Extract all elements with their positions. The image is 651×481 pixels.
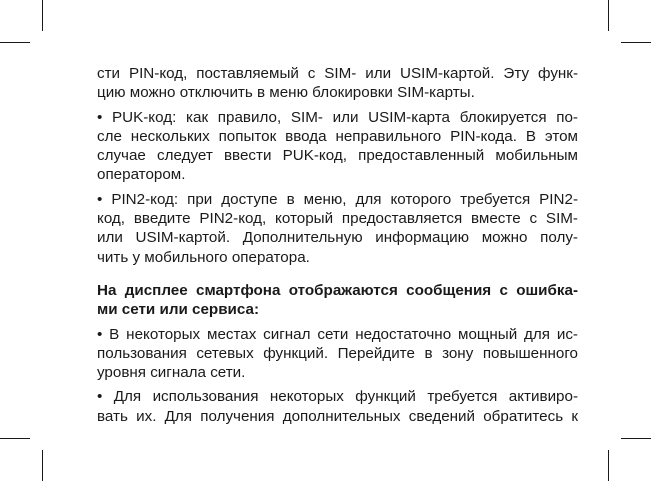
- text-line: • В некоторых местах сигнал сети недостаточно мощный для ис-: [97, 325, 578, 343]
- text-line: цию можно отключить в меню блокировки SIM-карты.: [97, 84, 475, 102]
- text-line: • PUK-код: как правило, SIM- или USIM-карта блокируется по-: [97, 108, 578, 126]
- crop-mark-top-left-h: [0, 42, 30, 43]
- crop-mark-bottom-left-v: [42, 450, 43, 481]
- paragraph-pin-code: [97, 64, 578, 103]
- text-line: вать их. Для получения дополнительных сведений обратитесь к: [97, 407, 578, 425]
- crop-mark-top-left-v: [42, 0, 43, 31]
- text-line: сле нескольких попыток ввода неправильного PIN-кода. В этом: [97, 127, 578, 145]
- section-heading: [97, 281, 578, 320]
- text-line: чить у мобильного оператора.: [97, 248, 310, 266]
- text-line: • Для использования некоторых функций требуется активиро-: [97, 388, 578, 406]
- text-line: случае следует ввести PUK-код, предоставленный мобильным: [97, 147, 578, 165]
- crop-mark-top-right-v: [608, 0, 609, 31]
- text-line: код, введите PIN2-код, который предоставляется вместе с SIM-: [97, 210, 578, 228]
- text-line: или USIM-картой. Дополнительную информацию можно полу-: [97, 229, 578, 247]
- text-line: сти PIN-код, поставляемый с SIM- или USIM-картой. Эту функ-: [97, 65, 578, 82]
- text-line: оператором.: [97, 166, 186, 184]
- heading-line: ми сети или сервиса:: [97, 301, 259, 319]
- crop-mark-bottom-right-v: [608, 450, 609, 481]
- text-line: • PIN2-код: при доступе в меню, для которого требуется PIN2-: [97, 190, 578, 208]
- crop-mark-bottom-right-h: [621, 438, 651, 439]
- text-line: пользования сетевых функций. Перейдите в зону повышенного: [97, 344, 578, 362]
- paragraph-activate-functions: [97, 387, 578, 426]
- heading-line: На дисплее смартфона отображаются сообщения с ошибка-: [97, 281, 578, 299]
- crop-mark-top-right-h: [621, 42, 651, 43]
- page-body: [97, 64, 578, 426]
- text-line: уровня сигнала сети.: [97, 364, 246, 382]
- paragraph-weak-signal: [97, 325, 578, 383]
- paragraph-puk-code: [97, 108, 578, 185]
- crop-mark-bottom-left-h: [0, 438, 30, 439]
- paragraph-pin2-code: [97, 190, 578, 267]
